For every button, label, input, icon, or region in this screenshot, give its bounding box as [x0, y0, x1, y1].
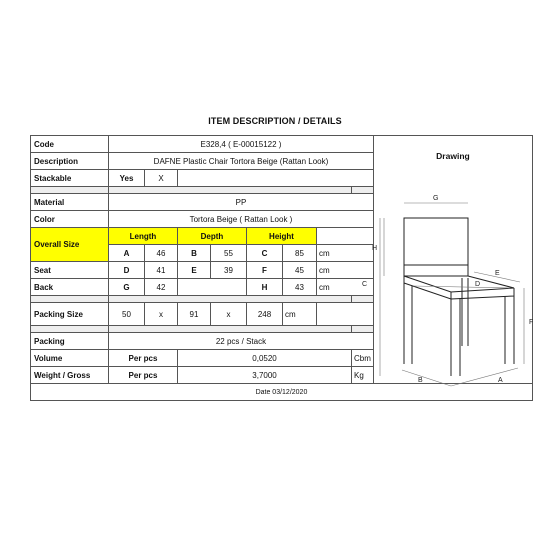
dim-label-f: F [528, 319, 534, 326]
weight-unit: Kg [352, 367, 374, 384]
packing-size-width: 91 [178, 303, 211, 326]
dim-label-g: G [432, 195, 439, 202]
back-h-letter: H [247, 279, 283, 296]
packing-size-x1: x [145, 303, 178, 326]
packing-label: Packing [31, 333, 109, 350]
dim-label-e: E [494, 270, 500, 277]
weight-value: 3,7000 [178, 367, 352, 384]
overall-header-empty [317, 228, 374, 245]
seat-unit: cm [317, 262, 374, 279]
back-g-letter: G [109, 279, 145, 296]
stackable-label: Stackable [31, 170, 109, 187]
packing-size-x2: x [211, 303, 247, 326]
stackable-empty [178, 170, 374, 187]
dim-label-h: H [371, 245, 377, 252]
overall-size-label: Overall Size [31, 228, 109, 262]
depth-header: Depth [178, 228, 247, 245]
volume-value: 0,0520 [178, 350, 352, 367]
seat-f-letter: F [247, 262, 283, 279]
seat-d-letter: D [109, 262, 145, 279]
length-header: Length [109, 228, 178, 245]
weight-per: Per pcs [109, 367, 178, 384]
color-label: Color [31, 211, 109, 228]
description-label: Description [31, 153, 109, 170]
color-value: Tortora Beige ( Rattan Look ) [109, 211, 374, 228]
weight-label: Weight / Gross [31, 367, 109, 384]
height-header: Height [247, 228, 317, 245]
overall-a-letter: A [109, 245, 145, 262]
back-unit: cm [317, 279, 374, 296]
packing-value: 22 pcs / Stack [109, 333, 374, 350]
back-h-value: 43 [283, 279, 317, 296]
material-value: PP [109, 194, 374, 211]
stackable-yes: Yes [109, 170, 145, 187]
packing-size-empty [317, 303, 374, 326]
material-label: Material [31, 194, 109, 211]
drawing-label: Drawing [436, 151, 470, 161]
overall-b-value: 55 [211, 245, 247, 262]
overall-b-letter: B [178, 245, 211, 262]
description-value: DAFNE Plastic Chair Tortora Beige (Rattan Look) [109, 153, 374, 170]
packing-size-label: Packing Size [31, 303, 109, 326]
dim-label-b: B [417, 377, 423, 384]
stackable-mark: X [145, 170, 178, 187]
seat-e-letter: E [178, 262, 211, 279]
volume-unit: Cbm [352, 350, 374, 367]
overall-c-letter: C [247, 245, 283, 262]
back-g-value: 42 [145, 279, 178, 296]
seat-e-value: 39 [211, 262, 247, 279]
volume-per: Per pcs [109, 350, 178, 367]
dim-label-a: A [497, 377, 503, 384]
seat-f-value: 45 [283, 262, 317, 279]
packing-size-unit: cm [283, 303, 317, 326]
code-row [31, 136, 533, 153]
overall-unit: cm [317, 245, 374, 262]
page-title: ITEM DESCRIPTION / DETAILS [208, 116, 342, 126]
dim-label-d: D [474, 281, 480, 288]
seat-d-value: 41 [145, 262, 178, 279]
spec-table [30, 135, 533, 401]
back-empty [178, 279, 247, 296]
volume-label: Volume [31, 350, 109, 367]
seat-label: Seat [31, 262, 109, 279]
packing-size-height: 248 [247, 303, 283, 326]
date-text: Date 03/12/2020 [31, 384, 533, 401]
dim-label-c: C [361, 281, 367, 288]
back-label: Back [31, 279, 109, 296]
overall-a-value: 46 [145, 245, 178, 262]
overall-c-value: 85 [283, 245, 317, 262]
chair-backrest [404, 218, 468, 265]
packing-size-length: 50 [109, 303, 145, 326]
chair-seat-top [404, 276, 514, 292]
code-label: Code [31, 136, 109, 153]
code-value: E328,4 ( E-00015122 ) [109, 136, 374, 153]
